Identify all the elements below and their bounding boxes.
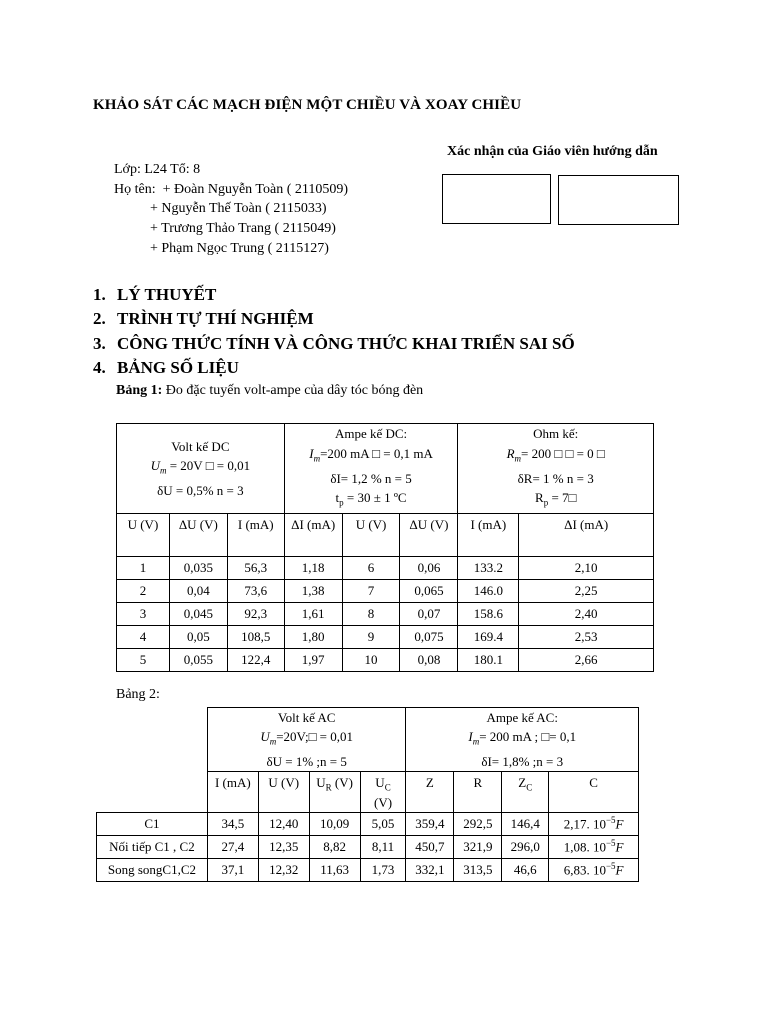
unit: (V)	[373, 795, 393, 811]
section-heading	[93, 283, 575, 307]
table-cell: 5,05	[360, 812, 406, 835]
column-header	[309, 771, 360, 812]
header-line: δI= 1,2 % n = 5	[330, 470, 412, 486]
unit: (V)	[331, 774, 353, 790]
table-row	[97, 858, 639, 881]
table-cell: 313,5	[454, 858, 502, 881]
header-line	[117, 456, 284, 481]
table-cell: 8	[342, 603, 400, 626]
table-cell: 146.0	[458, 580, 519, 603]
table-cell: 0,06	[400, 557, 458, 580]
column-header: U (V)	[258, 771, 309, 812]
class-line: Lớp: L24 Tổ: 8	[114, 162, 201, 177]
signature-box-2	[558, 175, 679, 225]
ac-voltmeter-header	[207, 708, 406, 772]
capacitance-cell	[549, 835, 639, 858]
section-number: 3.	[93, 333, 106, 353]
symbol-subscript: C	[526, 782, 533, 793]
symbol-subscript: m	[472, 736, 480, 747]
header-line	[208, 727, 406, 752]
table-cell: 133.2	[458, 557, 519, 580]
column-header: ΔU (V)	[169, 514, 227, 557]
column-header: I (mA)	[207, 771, 258, 812]
ac-ammeter-header	[406, 708, 639, 772]
section-label: CÔNG THỨC TÍNH VÀ CÔNG THỨC KHAI TRIỂN SAI SỐ	[117, 333, 575, 353]
table1-caption	[116, 383, 423, 399]
name-label: Họ tên:	[114, 181, 156, 197]
capacitance-unit: F	[615, 839, 624, 855]
capacitance-unit: F	[615, 862, 624, 878]
table-cell: 296,0	[502, 835, 549, 858]
header-line	[458, 444, 653, 469]
table-cell: 321,9	[454, 835, 502, 858]
section-number: 1.	[93, 285, 106, 304]
table-row	[117, 626, 654, 649]
table-cell: 46,6	[502, 858, 549, 881]
capacitance-base: 1,08. 10	[563, 839, 606, 855]
table-cell: 1,73	[360, 858, 406, 881]
table-cell: 10	[342, 649, 400, 672]
capacitance-cell	[549, 812, 639, 835]
header-line	[285, 444, 458, 469]
table2-caption: Bảng 2:	[116, 687, 160, 702]
table-row	[117, 557, 654, 580]
header-line: Ohm kế:	[533, 426, 579, 441]
table1-volt-ampere	[116, 423, 654, 672]
symbol: t	[335, 490, 340, 506]
table-cell: 11,63	[309, 858, 360, 881]
table-row	[117, 603, 654, 626]
table-cell: 450,7	[406, 835, 454, 858]
capacitance-base: 6,83. 10	[563, 862, 606, 878]
table-cell: 1,97	[284, 649, 342, 672]
symbol: U	[260, 729, 270, 744]
table-cell: 0,075	[400, 626, 458, 649]
table-cell: 9	[342, 626, 400, 649]
column-header: I (mA)	[227, 514, 284, 557]
table-row	[97, 835, 639, 858]
section-label: TRÌNH TỰ THÍ NGHIỆM	[117, 309, 314, 329]
table-cell: 12,35	[258, 835, 309, 858]
table-cell: 1,18	[284, 557, 342, 580]
table-cell: 146,4	[502, 812, 549, 835]
header-value: =20V;□ = 0,01	[276, 729, 354, 744]
member-line-2: + Nguyễn Thế Toàn ( 2115033)	[150, 201, 327, 217]
table-cell: 2,53	[519, 626, 654, 649]
symbol: R	[506, 445, 515, 461]
header-value: = 200 □ □ = 0 □	[521, 445, 605, 461]
table-cell: 158.6	[458, 603, 519, 626]
table-cell: 1,38	[284, 580, 342, 603]
row-label: C1	[97, 812, 208, 835]
row-label: Nối tiếp C1 , C2	[97, 835, 208, 858]
table-cell: 169.4	[458, 626, 519, 649]
member-line-3: + Trương Thảo Trang ( 2115049)	[150, 221, 336, 237]
symbol: I	[468, 729, 473, 744]
column-header	[502, 771, 549, 812]
header-line: δU = 0,5% n = 3	[157, 483, 244, 499]
signature-box-1	[442, 174, 551, 224]
document-title: KHẢO SÁT CÁC MẠCH ĐIỆN MỘT CHIỀU VÀ XOAY CHIỀU	[93, 97, 522, 113]
table-cell: 0,04	[169, 580, 227, 603]
member-line-1	[114, 180, 348, 200]
table-cell: 3	[117, 603, 170, 626]
header-line: Volt kế DC	[171, 438, 230, 454]
symbol: U	[316, 774, 326, 790]
table1-caption-text: Đo đặc tuyến volt-ampe của dây tóc bóng đèn	[162, 383, 424, 398]
header-value: = 20V □ = 0,01	[166, 458, 251, 474]
column-header: R	[454, 771, 502, 812]
capacitance-exponent: −5	[605, 814, 616, 825]
section-label: LÝ THUYẾT	[117, 285, 217, 304]
table-cell: 6	[342, 557, 400, 580]
column-header: Z	[406, 771, 454, 812]
section-heading	[93, 332, 575, 356]
header-value: = 200 mA ; □= 0,1	[479, 729, 577, 744]
table-cell: 8,11	[360, 835, 406, 858]
capacitance-cell	[549, 858, 639, 881]
table-cell: 92,3	[227, 603, 284, 626]
table-cell: 2,25	[519, 580, 654, 603]
table-cell: 10,09	[309, 812, 360, 835]
table-cell: 0,055	[169, 649, 227, 672]
table-cell: 27,4	[207, 835, 258, 858]
table-cell: 0,045	[169, 603, 227, 626]
row-label: Song songC1,C2	[97, 858, 208, 881]
column-header: ΔI (mA)	[519, 514, 654, 557]
header-line: Ampe kế AC:	[486, 710, 558, 725]
section-label: BẢNG SỐ LIỆU	[117, 357, 239, 377]
table-cell: 359,4	[406, 812, 454, 835]
header-line: δU = 1% ;n = 5	[266, 753, 347, 769]
empty-corner-cell	[97, 708, 208, 772]
symbol-subscript: m	[514, 453, 522, 464]
table-cell: 1	[117, 557, 170, 580]
table-cell: 332,1	[406, 858, 454, 881]
section-headings	[93, 283, 575, 380]
table-cell: 1,80	[284, 626, 342, 649]
header-value: = 7□	[548, 490, 577, 506]
capacitance-exponent: −5	[605, 837, 616, 848]
symbol-subscript: m	[313, 453, 321, 464]
dc-ammeter-header	[284, 424, 458, 514]
table-cell: 5	[117, 649, 170, 672]
table-cell: 0,07	[400, 603, 458, 626]
supervisor-confirmation-label: Xác nhận của Giáo viên hướng dẫn	[447, 144, 658, 159]
symbol: U	[150, 458, 160, 474]
table-cell: 73,6	[227, 580, 284, 603]
column-header: U (V)	[342, 514, 400, 557]
table-row	[117, 580, 654, 603]
header-line	[285, 488, 458, 513]
table-cell: 122,4	[227, 649, 284, 672]
symbol: Z	[518, 774, 527, 790]
symbol-subscript: m	[159, 465, 167, 476]
capacitance-base: 2,17. 10	[563, 816, 606, 832]
table-cell: 8,82	[309, 835, 360, 858]
table1-header-row	[117, 424, 654, 514]
column-header: ΔU (V)	[400, 514, 458, 557]
group-info	[114, 160, 348, 259]
capacitance-exponent: −5	[605, 860, 616, 871]
table-cell: 0,08	[400, 649, 458, 672]
table1-column-header-row	[117, 514, 654, 557]
column-header: C	[549, 771, 639, 812]
table-cell: 1,61	[284, 603, 342, 626]
table-cell: 12,32	[258, 858, 309, 881]
symbol-subscript: C	[384, 782, 391, 793]
symbol: R	[535, 490, 544, 506]
header-line	[458, 488, 653, 513]
symbol-subscript: R	[325, 782, 332, 793]
table-cell: 2,40	[519, 603, 654, 626]
table-cell: 0,05	[169, 626, 227, 649]
table-cell: 108,5	[227, 626, 284, 649]
table-cell: 0,065	[400, 580, 458, 603]
table-cell: 4	[117, 626, 170, 649]
table-cell: 7	[342, 580, 400, 603]
table-cell: 180.1	[458, 649, 519, 672]
table-cell: 2,66	[519, 649, 654, 672]
empty-corner-cell	[97, 771, 208, 812]
capacitance-unit: F	[615, 816, 624, 832]
symbol-subscript: p	[339, 497, 344, 508]
table-cell: 292,5	[454, 812, 502, 835]
table-row	[117, 649, 654, 672]
header-line	[406, 727, 638, 752]
header-line: Volt kế AC	[277, 710, 336, 725]
section-number: 4.	[93, 357, 106, 377]
table-cell: 2,10	[519, 557, 654, 580]
section-number: 2.	[93, 309, 106, 329]
dc-voltmeter-header	[117, 424, 285, 514]
symbol: U	[375, 774, 385, 790]
table2-column-header-row	[97, 771, 639, 812]
table-row	[97, 812, 639, 835]
section-heading	[93, 356, 575, 380]
table-cell: 34,5	[207, 812, 258, 835]
table-cell: 37,1	[207, 858, 258, 881]
header-line: Ampe kế DC:	[334, 426, 408, 441]
column-header: U (V)	[117, 514, 170, 557]
member-name: + Đoàn Nguyễn Toàn ( 2110509)	[162, 181, 348, 197]
ohmmeter-header	[458, 424, 654, 514]
table-cell: 0,035	[169, 557, 227, 580]
column-header: ΔI (mA)	[284, 514, 342, 557]
symbol-subscript: m	[269, 736, 277, 747]
column-header	[360, 771, 406, 812]
section-heading	[93, 307, 575, 331]
table-cell: 12,40	[258, 812, 309, 835]
table1-caption-label: Bảng 1:	[116, 383, 163, 398]
table-cell: 2	[117, 580, 170, 603]
column-header: I (mA)	[458, 514, 519, 557]
symbol-subscript: p	[543, 497, 549, 508]
table2-ac-circuit	[96, 707, 639, 882]
member-line-4: + Phạm Ngọc Trung ( 2115127)	[150, 240, 329, 256]
header-value: = 30 ± 1 ºC	[343, 490, 407, 506]
table2-header-row	[97, 708, 639, 772]
header-value: =200 mA □ = 0,1 mA	[320, 445, 433, 461]
header-line: δI= 1,8% ;n = 3	[481, 753, 564, 769]
header-line: δR= 1 % n = 3	[517, 470, 594, 486]
table-cell: 56,3	[227, 557, 284, 580]
symbol: I	[309, 445, 314, 461]
